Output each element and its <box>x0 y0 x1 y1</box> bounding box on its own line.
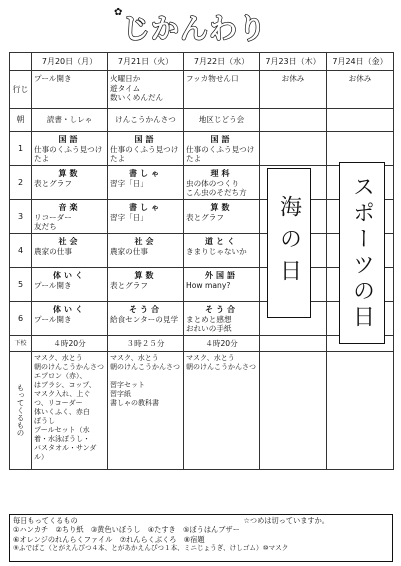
subject-name: 書しゃ <box>129 203 162 212</box>
lesson-note: 給食センターの見学 <box>110 314 179 324</box>
period-label: 3 <box>10 200 32 234</box>
lesson-cell <box>108 268 184 302</box>
lesson-cell <box>108 234 184 268</box>
gekou-row <box>10 336 394 352</box>
period-label: 5 <box>10 268 32 302</box>
subject-name: 音楽 <box>58 203 81 212</box>
subject-name: 社会 <box>134 237 157 246</box>
empty-cell <box>260 352 327 470</box>
subject-name: 算数 <box>210 203 233 212</box>
period-row <box>10 234 394 268</box>
motteku-label: もってくるもの <box>16 384 25 437</box>
page-title <box>114 7 268 45</box>
lesson-note: プール開き <box>34 314 72 324</box>
daily-item: ⑦れんらくぶくろ <box>119 534 177 544</box>
lesson-note: 仕事のくふう見つけたよ <box>34 144 103 164</box>
gyoji-cell: フッカ物せん口 <box>184 71 260 109</box>
header-corner <box>10 53 32 71</box>
lesson-cell <box>184 166 260 200</box>
daily-items-box <box>9 514 393 562</box>
gekou-cell: ４時20分 <box>184 336 260 352</box>
subject-name: 理科 <box>210 169 233 178</box>
holiday-cell <box>260 132 327 166</box>
motteku-row <box>10 352 394 470</box>
header-day-2: 7月21日（火） <box>108 53 184 71</box>
gyoji-cell: お休み <box>260 71 327 109</box>
daily-items-heading: 毎日もってくるもの <box>13 516 78 525</box>
timetable <box>9 52 394 470</box>
motteku-cell: マスク、水とう 朝のけんこうかんさつ エプロン（赤）、 はブラシ、コップ、 マスク入れ、上ぐ つ、リコーダー 体いくふく、赤白 ぼうし プールセット（水 着・水泳ぼうし・ バスタオル・サンダ ル） <box>32 352 108 470</box>
lesson-note: 虫の体のつくり こん虫のそだち方 <box>186 178 247 198</box>
subject-name: 国語 <box>210 135 233 144</box>
subject-name: 体いく <box>53 305 86 314</box>
empty-cell <box>327 109 394 132</box>
daily-items-line <box>13 535 389 544</box>
daily-items-line <box>13 525 389 534</box>
row-label-asa: 朝 <box>10 109 32 132</box>
subject-name: 算数 <box>134 271 157 280</box>
subject-name: 体いく <box>53 271 86 280</box>
motteku-cell: マスク、水とう 朝のけんこうかんさつ <box>184 352 260 470</box>
header-day-1: 7月20日（月） <box>32 53 108 71</box>
asa-cell: 地区じどう会 <box>184 109 260 132</box>
gekou-cell: ４時20分 <box>32 336 108 352</box>
nail-reminder: ☆つめは切っていますか。 <box>243 516 329 525</box>
subject-name: そう合 <box>205 305 238 314</box>
empty-cell <box>260 336 327 352</box>
subject-name: 国語 <box>134 135 157 144</box>
lesson-note: プール開き <box>34 280 72 290</box>
lesson-note: 仕事のくふう見つけたよ <box>186 144 255 164</box>
lesson-note: きまりじゃないか <box>186 246 247 256</box>
lesson-cell <box>184 268 260 302</box>
lesson-note: リコーダー 友だち <box>34 212 72 232</box>
lesson-cell <box>32 166 108 200</box>
period-row <box>10 200 394 234</box>
gyoji-row <box>10 71 394 109</box>
row-label-motteku <box>10 352 32 470</box>
asa-cell: 読書・しレゃ <box>32 109 108 132</box>
lesson-cell <box>108 166 184 200</box>
row-label-gekou: 下校 <box>10 336 32 352</box>
holiday-banner-umi: 海の日 <box>267 168 311 318</box>
empty-cell <box>327 352 394 470</box>
lesson-cell <box>32 132 108 166</box>
daily-items-line: ⑨ふでばこ（とがえんぴつ４本、とがあかえんぴつ１本、ミニじょうぎ、けしゴム）⑩マスク <box>13 544 289 553</box>
lesson-cell <box>108 200 184 234</box>
asa-row <box>10 109 394 132</box>
lesson-note: 農家の仕事 <box>110 246 148 256</box>
lesson-cell <box>108 132 184 166</box>
daily-item: ④たすき <box>147 525 176 535</box>
period-label: 4 <box>10 234 32 268</box>
period-row <box>10 166 394 200</box>
motteku-cell: マスク、水とう 朝のけんこうかんさつ 習字セット 習字紙 書しゃの教科書 <box>108 352 184 470</box>
header-day-4: 7月23日（木） <box>260 53 327 71</box>
header-day-5: 7月24日（金） <box>327 53 394 71</box>
row-label-gyoji: 行じ <box>10 71 32 109</box>
lesson-note: 表とグラフ <box>186 212 224 222</box>
daily-item: ⑥オレンジのれんらくファイル <box>13 534 113 544</box>
title-text: じかんわり <box>122 12 268 45</box>
lesson-cell <box>108 302 184 336</box>
asa-cell: けんこうかんさつ <box>108 109 184 132</box>
header-day-3: 7月22日（水） <box>184 53 260 71</box>
holiday-banner-sports: スポーツの日 <box>339 162 385 344</box>
lesson-cell <box>32 234 108 268</box>
lesson-note: 仕事のくふう見つけたよ <box>110 144 179 164</box>
daily-item: ⑤ぼうはんブザー <box>183 525 240 535</box>
lesson-cell <box>184 302 260 336</box>
lesson-cell <box>184 234 260 268</box>
title-decoration-icon: ✿ <box>114 7 124 18</box>
subject-name: 社会 <box>58 237 81 246</box>
lesson-note: 習字「日」 <box>110 212 148 222</box>
daily-item: ⑧宿題 <box>183 534 205 544</box>
lesson-note: 習字「日」 <box>110 178 148 188</box>
lesson-cell <box>32 302 108 336</box>
subject-name: 書しゃ <box>129 169 162 178</box>
subject-name: 外国語 <box>205 271 238 280</box>
subject-name: 道とく <box>205 237 238 246</box>
empty-cell <box>260 109 327 132</box>
gyoji-cell: お休み <box>327 71 394 109</box>
daily-item: ①ハンカチ <box>13 525 49 535</box>
gyoji-cell: プール開き <box>32 71 108 109</box>
lesson-note: 表とグラフ <box>34 178 72 188</box>
lesson-cell <box>32 200 108 234</box>
subject-name: そう合 <box>129 305 162 314</box>
lesson-cell <box>32 268 108 302</box>
lesson-note: How many? <box>186 280 231 290</box>
period-row <box>10 302 394 336</box>
period-row <box>10 268 394 302</box>
lesson-cell <box>184 132 260 166</box>
period-label: 1 <box>10 132 32 166</box>
subject-name: 国語 <box>58 135 81 144</box>
lesson-note: 農家の仕事 <box>34 246 72 256</box>
header-row <box>10 53 394 71</box>
daily-item: ③黄色いぼうし <box>90 525 141 535</box>
lesson-cell <box>184 200 260 234</box>
lesson-note: まとめと感想 おれいの手紙 <box>186 314 232 334</box>
period-label: 6 <box>10 302 32 336</box>
holiday-cell <box>327 132 394 166</box>
period-row <box>10 132 394 166</box>
daily-item: ②ちり紙 <box>55 525 84 535</box>
period-label: 2 <box>10 166 32 200</box>
gyoji-cell: 火曜日か 遊タイム 数いくめんだん <box>108 71 184 109</box>
lesson-note: 表とグラフ <box>110 280 148 290</box>
subject-name: 算数 <box>58 169 81 178</box>
gekou-cell: ３時２５分 <box>108 336 184 352</box>
